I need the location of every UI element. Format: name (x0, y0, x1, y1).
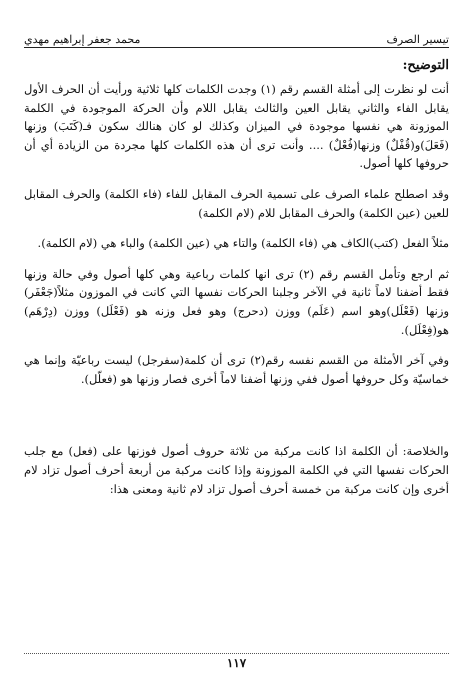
paragraph-summary: والخلاصة: أن الكلمة اذا كانت مركبة من ثلاثة حروف أصول فوزنها على (فعل) مع جلب الحركات نفسها التي في الكلمة الموزونة وإذا كانت مركبة من أربعة أحرف أصول تزاد لام أخرى وإن كانت مركبة من خمسة أحرف أصول تزاد لام ثانية ومعنى هذا: (24, 444, 449, 496)
author-name: محمد جعفر إبراهيم مهدي (24, 33, 141, 46)
footer-divider (24, 653, 449, 654)
header-divider (24, 47, 449, 48)
page-header (24, 26, 449, 46)
paragraph-quinqueliteral: وفي آخر الأمثلة من القسم نفسه رقم(٢) ترى أن كلمة(سفرجل) ليست رباعيّة وإنما هي خماسيّة وكل حروفها أصول ففي وزنها أضفنا لاماً أخرى فصار وزنها هو (فعلّل). (24, 353, 449, 386)
section-heading: التوضيح: (402, 58, 449, 73)
paragraph-example: مثلاً الفعل (كتب)الكاف هي (فاء الكلمة) والتاء هي (عين الكلمة) والباء هي (لام الكلمة). (37, 236, 449, 251)
paragraph-explanation: أنت لو نظرت إلى أمثلة القسم رقم (١) وجدت الكلمات كلها ثلاثية ورأيت أن الحرف الأول يقابل الفاء والثاني يقابل العين والثالث يقابل اللام وأن الحركة الموجودة في الكلمة الموزونة هي نفسها موجودة في الميزان وكذلك لو كان هنالك سكون فـ(كَتَبَ) وزنها (فَعَلَ)و(قُفْلٌ) وزنها(فُعْلٌ) .... وأنت ترى أن هذه الكلمات كلها مجردة من الزيادة أي أن حروفها كلها أصول. (24, 82, 449, 171)
page-number: ١١٧ (226, 656, 247, 670)
page-content (24, 56, 449, 510)
document-page (24, 0, 449, 680)
paragraph-section-two: ثم ارجع وتأمل القسم رقم (٢) ترى انها كلمات رباعية وهي كلها أصول وفي حالة وزنها فقط أضفنا لاماً ثانية في الآخر وجلبنا الحركات نفسها التي كانت في الموزون مثلاً(جَعْفَر) وزنها (فَعْلَل)وهو اسم (عَلَم) ووزن (دحرج) وهو فعل وزنه هو (فَعْلَل) ووزن (دِرْهَم) هو(فِعْلَل). (24, 266, 450, 337)
book-title: تيسير الصرف (386, 33, 449, 46)
paragraph-terminology: وقد اصطلح علماء الصرف على تسمية الحرف المقابل للفاء (فاء الكلمة) والحرف المقابل للعين (عين الكلمة) والحرف المقابل للام (لام الكلمة) (24, 186, 449, 220)
